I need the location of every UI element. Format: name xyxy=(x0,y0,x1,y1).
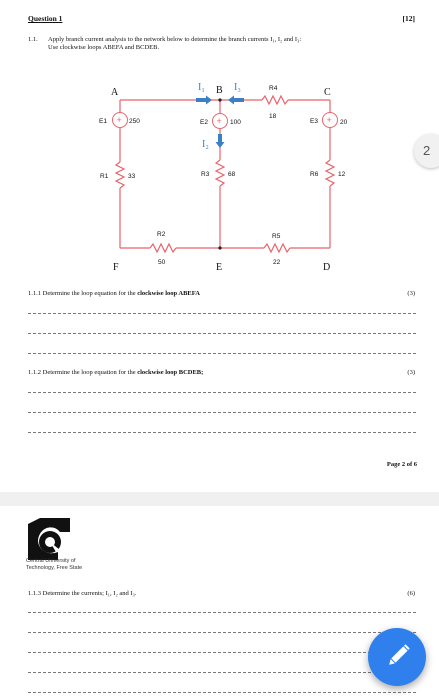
answer-line xyxy=(28,632,416,633)
node-e-dot xyxy=(218,246,221,249)
answer-line xyxy=(28,353,416,354)
source-e1-label: E1 xyxy=(99,118,107,125)
resistor-r4-label: R4 xyxy=(269,85,278,92)
source-e3 xyxy=(323,113,338,128)
circuit-diagram xyxy=(0,0,439,290)
resistor-r3-value: 68 xyxy=(228,171,236,178)
page-number-footer: Page 2 of 6 xyxy=(386,461,417,468)
answer-line xyxy=(28,313,416,314)
node-label-c: C xyxy=(324,87,331,98)
source-e2-value: 100 xyxy=(230,119,241,126)
edit-fab-button[interactable] xyxy=(368,628,426,686)
node-label-a: A xyxy=(111,87,119,98)
source-e3-label: E3 xyxy=(310,118,318,125)
subquestion-1-1-3 xyxy=(28,590,136,598)
resistor-r6-value: 12 xyxy=(338,171,346,178)
subquestion-1-1-2-marks: (3) xyxy=(407,369,415,376)
resistor-r1-label: R1 xyxy=(100,173,109,180)
arrow-i3-icon xyxy=(228,96,244,105)
resistor-r1-value: 33 xyxy=(128,173,136,180)
source-e1-value: 250 xyxy=(129,118,140,125)
page-separator xyxy=(0,492,439,506)
answer-line xyxy=(28,692,416,693)
source-e2-label: E2 xyxy=(200,119,208,126)
answer-line xyxy=(28,612,416,613)
answer-line xyxy=(28,432,416,433)
subquestion-text: Determine the loop equation for the xyxy=(42,290,138,297)
source-e1 xyxy=(113,113,128,128)
resistor-r6-label: R6 xyxy=(310,171,319,178)
subquestion-text-after: loop BCDEB; xyxy=(163,369,204,376)
resistor-r5-value: 22 xyxy=(273,259,281,266)
subquestion-text-after: loop ABEFA xyxy=(163,290,200,297)
resistor-r2-value: 50 xyxy=(158,259,166,266)
node-label-b: B xyxy=(216,85,223,96)
subquestion-text: Determine the loop equation for the xyxy=(42,369,138,376)
answer-line xyxy=(28,672,416,673)
pencil-icon xyxy=(368,628,426,686)
question-instruction-line2: Use clockwise loops ABEFA and BCDEB. xyxy=(48,44,160,51)
subquestion-number: 1.1.1 xyxy=(28,290,41,297)
logo-line2: Technology, Free State xyxy=(26,564,83,571)
logo-line1: Central University of xyxy=(26,558,76,564)
answer-line xyxy=(28,652,416,653)
svg-text:+: + xyxy=(216,116,222,126)
subquestion-1-1-1 xyxy=(28,290,200,298)
resistor-r2-label: R2 xyxy=(157,231,166,238)
page-indicator-number: 2 xyxy=(423,143,431,158)
arrow-i2-icon xyxy=(216,134,225,148)
current-label-i2: I₂ xyxy=(202,139,209,150)
question-title: Question 1 xyxy=(28,14,63,23)
answer-line xyxy=(28,412,416,413)
node-label-f: F xyxy=(113,262,119,273)
answer-line xyxy=(28,333,416,334)
source-e2 xyxy=(213,114,228,129)
answer-line xyxy=(28,392,416,393)
subquestion-bold: clockwise xyxy=(137,369,164,376)
node-label-e: E xyxy=(216,262,223,273)
subquestion-number: 1.1.3 xyxy=(28,590,41,597)
node-label-d: D xyxy=(323,262,331,273)
question-number: 1.1. xyxy=(28,36,38,43)
cut-logo-icon xyxy=(26,516,74,562)
subquestion-1-1-3-marks: (6) xyxy=(407,590,415,597)
svg-text:+: + xyxy=(326,115,332,125)
subquestion-bold: clockwise xyxy=(137,290,164,297)
source-e3-value: 20 xyxy=(340,119,348,126)
arrow-i1-icon xyxy=(196,96,212,105)
node-b-dot xyxy=(218,98,221,101)
subquestion-1-1-1-marks: (3) xyxy=(407,290,415,297)
current-label-i1: I₁ xyxy=(198,82,205,93)
resistor-r5-label: R5 xyxy=(272,233,281,240)
subquestion-1-1-2 xyxy=(28,369,203,377)
resistor-r3-label: R3 xyxy=(201,171,210,178)
current-label-i3: I₃ xyxy=(234,82,241,93)
cut-logo-text xyxy=(26,558,82,571)
subquestion-text: Determine the currents; I₁, I₂ and I₃. xyxy=(42,590,137,597)
subquestion-number: 1.1.2 xyxy=(28,369,41,376)
resistor-r4-value: 18 xyxy=(269,113,277,120)
svg-text:+: + xyxy=(116,115,122,125)
question-total-marks: [12] xyxy=(402,14,415,23)
question-instruction-line1: Apply branch current analysis to the network below to determine the branch currents I₁, I₂ and I₃: xyxy=(48,36,302,43)
